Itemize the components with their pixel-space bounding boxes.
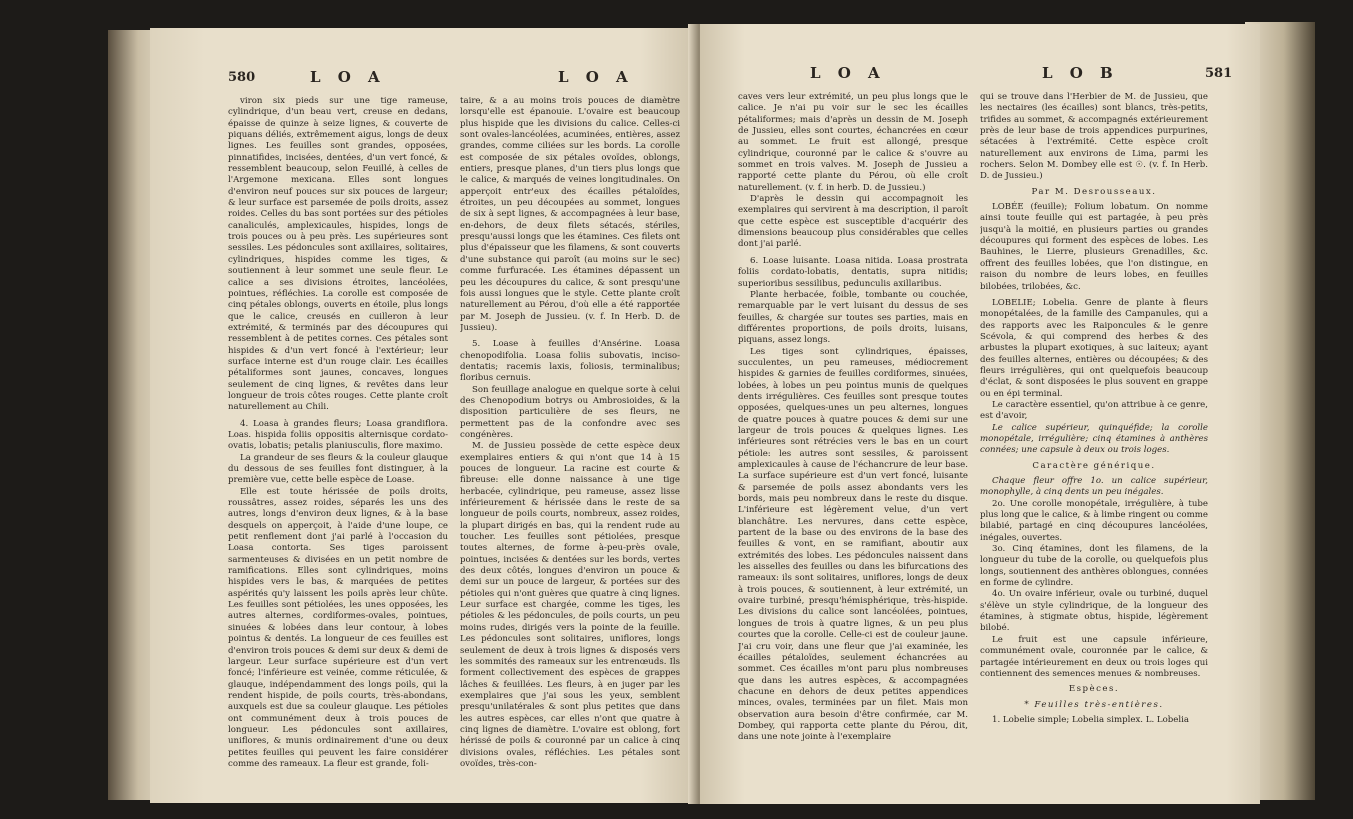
- paragraph: Plante herbacée, foible, tombante ou couchée, remarquable par le vert luisant du dessus de ses feuilles, & chargée sur toutes ses parties, mais en différentes proportions, de poils droits, luisans, piquans, assez longs.: [738, 289, 968, 346]
- paragraph: Chaque fleur offre 1o. un calice supérieur, monophylle, à cinq dents un peu inégales.: [980, 476, 1208, 498]
- author-credit: Par M. Desrousseaux.: [1031, 186, 1157, 197]
- paragraph: viron six pieds sur une tige rameuse, cylindrique, d'un beau vert, creuse en dedans, épaisse de quinze à seize lignes, & couverte de piquans déliés, extrêmement aigus, longs de deux lignes. Les feuilles sont grandes, opposées, pinnatifides, incisées, dentées, d'un vert foncé, & ressemblent beaucoup, selon Feuillé, à celles de l'Argemone mexicana. Elles sont longues d'environ neuf pouces sur six pouces de largeur; & leur surface est parsemée de poils droits, assez roides. Celles du bas sont portées sur des pétioles canaliculés, amplexicaules, hispides, longs de trois pouces ou à peu près. Les supérieures sont sessiles. Les pédoncules sont axillaires, solitaires, cylindriques, hispides comme les tiges, & soutiennent à leur sommet une seule fleur. Le calice a ses divisions étroites, lancéolées, pointues, réfléchies. La corolle est composée de cinq pétales oblongs, ouverts en étoile, plus longs que le calice, creusés en cuilleron à leur extrémité, & terminés par des découpures qui ressemblent à de petites cornes. Ces pétales sont hispides & d'un vert foncé à l'extérieur; leur surface interne est d'un rouge clair. Les écailles pétaliformes sont jaunes, concaves, longues seulement de cinq lignes, & revêtes dans leur longueur de trois côtes rouges. Cette plante croît naturellement au Chili.: [228, 96, 448, 413]
- entry-lobee: LOBÉE (feuille); Folium lobatum. On nomme ainsi toute feuille qui est partagée, à peu près jusqu'à la moitié, en plusieurs parties ou grandes découpures qui forment des espèces de lobes. Les Bauhines, le Lierre, plusieurs Grenadilles, &c. offrent des feuilles lobées, que l'on distingue, en raison du nombre de leurs lobes, en feuilles bilobées, trilobées, &c.: [980, 202, 1208, 292]
- paragraph: Le caractère essentiel, qu'on attribue à ce genre, est d'avoir,: [980, 399, 1208, 422]
- paragraph: 2o. Une corolle monopétale, irrégulière, à tube plus long que le calice, & à limbe ringent ou comme bilabié, partagé en cinq découpures lancéolées, inégales, ouvertes.: [980, 498, 1208, 543]
- left-page: [150, 28, 695, 803]
- page-number-right: 581: [1205, 66, 1233, 81]
- paragraph: qui se trouve dans l'Herbier de M. de Jussieu, que les nectaires (les écailles) sont blancs, très-petits, trifides au sommet, & accompagnés extérieurement près de leur base de trois appendices purpurines, sétacées à l'extrémité. Cette espèce croît naturellement aux environs de Lima, parmi les rochers. Selon M. Dombey elle est ☉. (v. f. In Herb. D. de Jussieu.): [980, 92, 1208, 182]
- essential-character: Le calice supérieur, quinquéfide; la corolle monopétale, irrégulière; cinq étamines à anthères connées; une capsule à deux ou trois loges.: [980, 422, 1208, 456]
- paragraph: D'après le dessin qui accompagnoit les exemplaires qui servirent à ma description, il paroît que cette espèce est susceptible d'acquérir des dimensions beaucoup plus considérables que celles dont j'ai parlé.: [738, 194, 968, 250]
- paragraph: caves vers leur extrémité, un peu plus longs que le calice. Je n'ai pu voir sur le sec les écailles pétaliformes; mais d'après un dessin de M. Joseph de Jussieu, elles sont courtes, échancrées en cœur au sommet. Le fruit est allongé, presque cylindrique, couronné par le calice & s'ouvre au sommet en trois valves. M. Joseph de Jussieu a rapporté cette plante du Pérou, où elle croît naturellement. (v. f. in herb. D. de Jussieu.): [738, 92, 968, 193]
- paragraph: 3o. Cinq étamines, dont les filamens, de la longueur du tube de la corolle, ou quelquefois plus longs, soutiennent des anthères oblongues, connées en forme de cylindre.: [980, 544, 1208, 589]
- entry-lobelie: LOBELIE; Lobelia. Genre de plante à fleurs monopétalées, de la famille des Campanules, qui a des rapports avec les Raiponcules & le genre Scévola, & qui comprend des herbes & des arbustes la plupart exotiques, à suc laiteux; ayant des feuilles alternes, entières ou découpées; & des fleurs irrégulières, qui ont quelquefois beaucoup d'éclat, & sont disposées le plus souvent en grappe ou en épi terminal.: [980, 297, 1208, 399]
- paragraph: Elle est toute hérissée de poils droits, roussâtres, assez roides, séparés les uns des autres, longs d'environ deux lignes, & à la base desquels on apperçoit, à l'aide d'une loupe, ce petit renflement dont j'ai parlé à l'occasion du Loasa contorta. Ses tiges paroissent sarmenteuses & divisées en un petit nombre de ramifications. Elles sont cylindriques, moins hispides vers le bas, & marquées de petites aspérités qu'y laissent les poils après leur chûte. Les feuilles sont pétiolées, les unes opposées, les autres alternes, cordiformes-ovales, pointues, sinuées & lobées dans leur contour, à lobes pointus & dentés. La longueur de ces feuilles est d'environ trois pouces & demi sur deux & demi de largeur. Leur surface supérieure est d'un vert foncé; l'inférieure est veinée, comme réticulée, & glauque, indépendamment des longs poils, qui la rendent hispide, de poils courts, très-abondans, auxquels est due sa couleur glauque. Les pétioles ont communément deux à trois pouces de longueur. Les pédoncules sont axillaires, uniflores, & munis ordinairement d'une ou deux petites feuilles qui peuvent les faire considérer comme des rameaux. La fleur est grande, foli-: [228, 486, 448, 769]
- running-head: L O A: [310, 68, 386, 86]
- species-heading: 5. Loase à feuilles d'Ansérine. Loasa chenopodifolia. Loasa foliis subovatis, inciso-dentatis; racemis laxis, foliosis, terminalibus; floribus cernuis.: [460, 339, 680, 384]
- section-heading-species: Espèces.: [1068, 684, 1120, 695]
- section-heading-generic-character: Caractère générique.: [1032, 460, 1156, 471]
- species-heading: 6. Loase luisante. Loasa nitida. Loasa prostrata foliis cordato-lobatis, dentatis, supra nitidis; superioribus sessilibus, pedunculis axillaribus.: [738, 255, 968, 289]
- paragraph: Les tiges sont cylindriques, épaisses, succulentes, un peu rameuses, médiocrement hispides & garnies de feuilles cordiformes, sinuées, lobées, à lobes un peu pointus munis de quelques dents irrégulières. Ces feuilles sont presque toutes opposées, quelques-unes un peu alternes, longues de quatre pouces à quatre pouces & demi sur une largeur de trois pouces & quelques lignes. Les inférieures sont rétrécies vers le bas en un court pétiole: les autres sont sessiles, & paroissent amplexicaules à cause de l'échancrure de leur base. La surface supérieure est d'un vert foncé, luisante & parsemée de poils assez abondants vers les bords, mais peu nombreux dans le reste du disque. L'inférieure est légèrement velue, d'un vert blanchâtre. Les nervures, dans cette espèce, partent de la base ou des environs de la base des feuilles & vont, en se ramifiant, aboutir aux extrémités des lobes. Les pédoncules naissent dans les aisselles des feuilles ou dans les bifurcations des rameaux: ils sont solitaires, uniflores, longs de deux à trois pouces, & soutiennent, à leur extrémité, un ovaire turbiné, presqu'hémisphérique, très-hispide. Les divisions du calice sont lancéolées, pointues, longues de trois à quatre lignes, & un peu plus courtes que la corolle. Celle-ci est de couleur jaune. J'ai cru voir, dans une fleur que j'ai examinée, les écailles pétaloïdes, seulement échancrées au sommet. Ces écailles m'ont paru plus nombreuses que dans les autres espèces, & accompagnées chacune en dehors de deux petites appendices minces, ovales, terminées par un filet. Mais mon observation aura besoin d'être confirmée, car M. Dombey, qui rapporta cette plante du Pérou, dit, dans une note jointe à l'exemplaire: [738, 346, 968, 743]
- running-head: L O A: [558, 68, 634, 86]
- page-number-left: 580: [228, 70, 256, 85]
- running-head: L O B: [1042, 64, 1119, 82]
- species-heading: 1. Lobelie simple; Lobelia simplex. L. Lobelia: [992, 714, 1190, 725]
- paragraph: taire, & a au moins trois pouces de diamètre lorsqu'elle est épanouie. L'ovaire est beaucoup plus hispide que les divisions du calice. Celles-ci sont ovales-lancéolées, acuminées, entières, assez grandes, comme ciliées sur les bords. La corolle est composée de six pétales ovoïdes, oblongs, entiers, presque planes, d'un tiers plus longs que le calice, & marqués de veines longitudinales. On apperçoit entr'eux des écailles pétaloïdes, étroites, un peu découpées au sommet, longues de six à sept lignes, & accompagnées à leur base, en-dehors, de deux filets sétacés, stériles, presqu'aussi longs que les étamines. Ces filets ont plus d'épaisseur que les filamens, & sont couverts d'une substance qui paroît (au moins sur le sec) comme furfuracée. Les étamines dépassent un peu les découpures du calice, & sont presqu'une fois aussi longues que le style. Cette plante croît naturellement au Pérou, d'où elle a été rapportée par M. Joseph de Jussieu. (v. f. In Herb. D. de Jussieu).: [460, 96, 680, 333]
- paragraph: Son feuillage analogue en quelque sorte à celui des Chenopodium botrys ou Ambrosioides, & la disposition particulière de ses fleurs, ne permettent pas de la confondre avec ses congénères.: [460, 384, 680, 440]
- paragraph: Le fruit est une capsule inférieure, communément ovale, couronnée par le calice, & partagée intérieurement en deux ou trois loges qui contiennent des semences menues & nombreuses.: [980, 634, 1208, 679]
- text-column-left-2: [460, 96, 680, 796]
- running-head: L O A: [810, 64, 886, 82]
- paragraph: 4o. Un ovaire inférieur, ovale ou turbiné, duquel s'élève un style cylindrique, de la longueur des étamines, à stigmate obtus, hispide, légèrement bilobé.: [980, 589, 1208, 634]
- paragraph: La grandeur de ses fleurs & la couleur glauque du dessous de ses feuilles font distinguer, à la première vue, cette belle espèce de Loase.: [228, 452, 448, 486]
- paragraph: M. de Jussieu possède de cette espèce deux exemplaires entiers & qui n'ont que 14 à 15 pouces de longueur. La racine est courte & fibreuse: elle donne naissance à une tige herbacée, cylindrique, peu rameuse, assez lisse inférieurement & hérissée dans le reste de sa longueur de poils courts, nombreux, assez roides, la plupart dirigés en bas, qui la rendent rude au toucher. Les feuilles sont pétiolées, presque toutes alternes, de forme à-peu-près ovale, pointues, incisées & dentées sur les bords, vertes des deux côtés, longues d'environ un pouce & demi sur un pouce de largeur, & portées sur des pétioles qui n'ont guères que quatre à cinq lignes. Leur surface est chargée, comme les tiges, les pétioles & les pédoncules, de poils courts, un peu moins rudes, dirigés vers la pointe de la feuille. Les pédoncules sont solitaires, uniflores, longs seulement de deux à trois lignes & disposés vers les sommités des rameaux sur les entrenœuds. Ils forment collectivement des espèces de grappes lâches & feuillées. Les fleurs, à en juger par les exemplaires que j'ai sous les yeux, semblent presqu'unilatérales & sont plus petites que dans les autres espèces, car elles n'ont que quatre à cinq lignes de diamètre. L'ovaire est oblong, fort hérissé de poils & couronné par un calice à cinq divisions ovales, réfléchies. Les pétales sont ovoïdes, très-con-: [460, 441, 680, 769]
- text-column-right-2: [980, 92, 1208, 797]
- subsection-heading: * Feuilles très-entières.: [1024, 699, 1164, 710]
- text-column-left-1: [228, 96, 448, 796]
- species-heading: 4. Loasa à grandes fleurs; Loasa grandiflora. Loas. hispida foliis oppositis alternisque cordato-ovatis, lobatis; petalis planiusculis, flore maximo.: [228, 418, 448, 452]
- text-column-right-1: [738, 92, 968, 797]
- right-page: [700, 24, 1260, 804]
